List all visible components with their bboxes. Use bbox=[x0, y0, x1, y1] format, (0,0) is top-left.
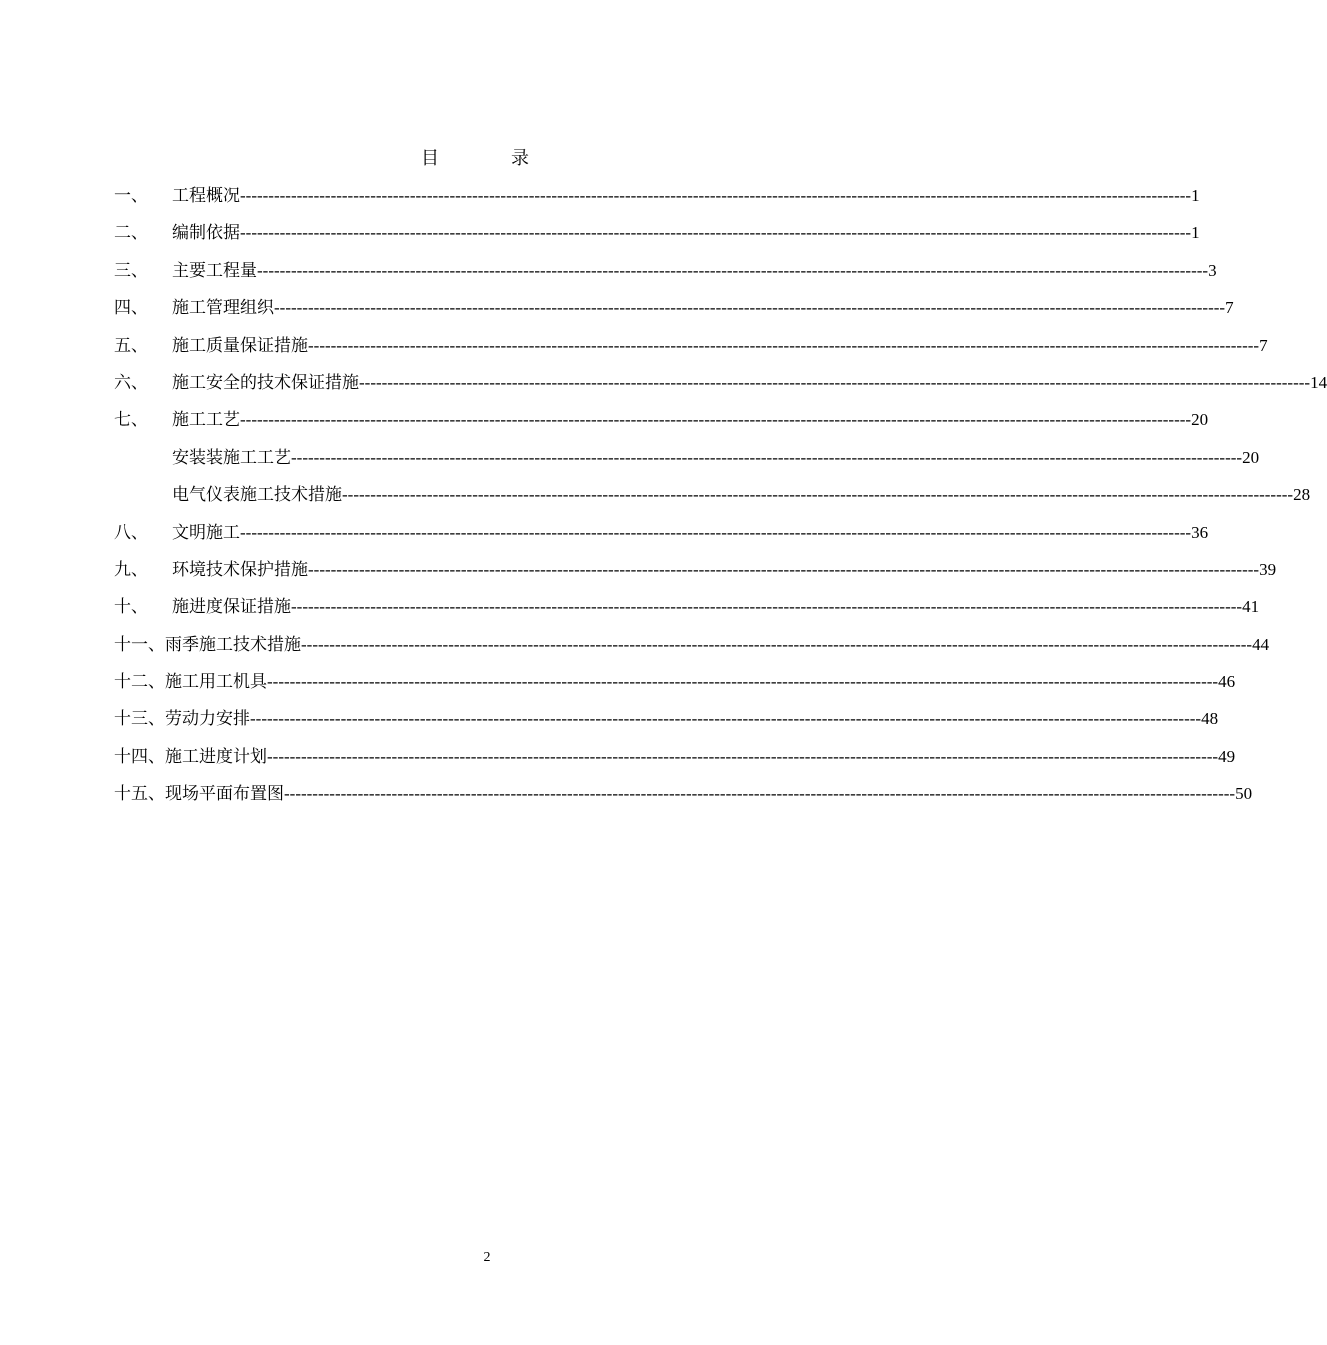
toc-entry-page: 39 bbox=[1259, 559, 1277, 579]
toc-entry-number: 六、 bbox=[114, 372, 148, 393]
toc-entry-7[interactable] bbox=[114, 407, 1209, 444]
toc-entry-page: 20 bbox=[1242, 447, 1260, 467]
toc-entry-page: 3 bbox=[1208, 260, 1217, 280]
toc-entry-8[interactable] bbox=[114, 520, 1209, 557]
toc-leader-dashes bbox=[250, 706, 1201, 732]
toc-leader-dashes bbox=[240, 183, 1191, 209]
toc-entry-number: 二、 bbox=[114, 223, 148, 244]
toc-leader-dashes bbox=[291, 594, 1242, 620]
toc-entry-3[interactable] bbox=[114, 258, 1217, 295]
toc-entry-6[interactable] bbox=[114, 370, 1327, 407]
toc-entry-label: 电气仪表施工技术措施 bbox=[172, 485, 342, 506]
toc-entry-1[interactable] bbox=[114, 183, 1200, 220]
toc-entry-page: 20 bbox=[1191, 410, 1209, 430]
toc-leader-dashes bbox=[308, 557, 1259, 583]
toc-entry-label: 环境技术保护措施 bbox=[172, 559, 308, 580]
toc-leader-dashes bbox=[359, 370, 1310, 396]
toc-entry-number: 十四、 bbox=[114, 746, 165, 767]
toc-title bbox=[0, 146, 950, 172]
toc-entry-page: 46 bbox=[1218, 672, 1236, 692]
toc-entry-label: 施工安全的技术保证措施 bbox=[172, 372, 359, 393]
toc-entry-10[interactable] bbox=[114, 594, 1260, 631]
toc-entry-15[interactable] bbox=[114, 781, 1253, 818]
toc-entry-13[interactable] bbox=[114, 706, 1219, 743]
toc-entry-label: 编制依据 bbox=[172, 223, 240, 244]
table-of-contents bbox=[114, 183, 1327, 819]
toc-leader-dashes bbox=[267, 744, 1218, 770]
toc-entry-number: 十三、 bbox=[114, 709, 165, 730]
toc-leader-dashes bbox=[257, 258, 1208, 284]
toc-entry-label: 施工质量保证措施 bbox=[172, 335, 308, 356]
toc-entry-page: 7 bbox=[1259, 335, 1268, 355]
toc-entry-2[interactable] bbox=[114, 220, 1200, 257]
toc-entry-number: 四、 bbox=[114, 298, 148, 319]
toc-subentry-2[interactable] bbox=[114, 482, 1311, 519]
toc-leader-dashes bbox=[308, 333, 1259, 359]
page-number: 2 bbox=[483, 1250, 491, 1265]
toc-entry-number: 十五、 bbox=[114, 784, 165, 805]
toc-entry-number: 七、 bbox=[114, 410, 148, 431]
toc-entry-11[interactable] bbox=[114, 632, 1270, 669]
toc-entry-label: 雨季施工技术措施 bbox=[165, 634, 301, 655]
toc-entry-number: 十二、 bbox=[114, 672, 165, 693]
toc-entry-page: 28 bbox=[1293, 485, 1311, 505]
toc-entry-page: 49 bbox=[1218, 746, 1236, 766]
toc-entry-page: 44 bbox=[1252, 634, 1270, 654]
toc-entry-number: 三、 bbox=[114, 260, 148, 281]
toc-leader-dashes bbox=[274, 295, 1225, 321]
toc-entry-number: 五、 bbox=[114, 335, 148, 356]
toc-title-char-2: 录 bbox=[511, 148, 529, 169]
toc-entry-page: 48 bbox=[1201, 709, 1219, 729]
toc-leader-dashes bbox=[342, 482, 1293, 508]
toc-entry-label: 施工工艺 bbox=[172, 410, 240, 431]
toc-entry-page: 50 bbox=[1235, 784, 1253, 804]
toc-entry-label: 主要工程量 bbox=[172, 260, 257, 281]
toc-entry-4[interactable] bbox=[114, 295, 1234, 332]
toc-entry-label: 施工进度计划 bbox=[165, 746, 267, 767]
toc-leader-dashes bbox=[284, 781, 1235, 807]
toc-entry-label: 施进度保证措施 bbox=[172, 597, 291, 618]
toc-entry-number: 九、 bbox=[114, 559, 148, 580]
toc-entry-page: 1 bbox=[1191, 223, 1200, 243]
toc-entry-label: 施工管理组织 bbox=[172, 298, 274, 319]
toc-entry-number: 八、 bbox=[114, 522, 148, 543]
toc-entry-number: 十一、 bbox=[114, 634, 165, 655]
toc-entry-page: 7 bbox=[1225, 298, 1234, 318]
toc-entry-page: 36 bbox=[1191, 522, 1209, 542]
toc-entry-label: 文明施工 bbox=[172, 522, 240, 543]
toc-entry-label: 劳动力安排 bbox=[165, 709, 250, 730]
toc-leader-dashes bbox=[267, 669, 1218, 695]
toc-entry-14[interactable] bbox=[114, 744, 1236, 781]
toc-entry-label: 安装装施工工艺 bbox=[172, 447, 291, 468]
toc-leader-dashes bbox=[240, 520, 1191, 546]
toc-entry-label: 现场平面布置图 bbox=[165, 784, 284, 805]
toc-entry-number: 十、 bbox=[114, 597, 148, 618]
toc-leader-dashes bbox=[240, 407, 1191, 433]
toc-leader-dashes bbox=[291, 445, 1242, 471]
toc-leader-dashes bbox=[301, 632, 1252, 658]
toc-entry-12[interactable] bbox=[114, 669, 1236, 706]
toc-leader-dashes bbox=[240, 220, 1191, 246]
toc-entry-page: 14 bbox=[1310, 372, 1327, 392]
toc-title-char-1: 目 bbox=[421, 148, 439, 169]
toc-entry-9[interactable] bbox=[114, 557, 1277, 594]
toc-subentry-1[interactable] bbox=[114, 445, 1260, 482]
toc-entry-number: 一、 bbox=[114, 186, 148, 206]
toc-entry-label: 工程概况 bbox=[172, 186, 240, 206]
toc-entry-page: 1 bbox=[1191, 186, 1200, 205]
toc-entry-5[interactable] bbox=[114, 333, 1268, 370]
toc-entry-page: 41 bbox=[1242, 597, 1260, 617]
toc-entry-label: 施工用工机具 bbox=[165, 672, 267, 693]
